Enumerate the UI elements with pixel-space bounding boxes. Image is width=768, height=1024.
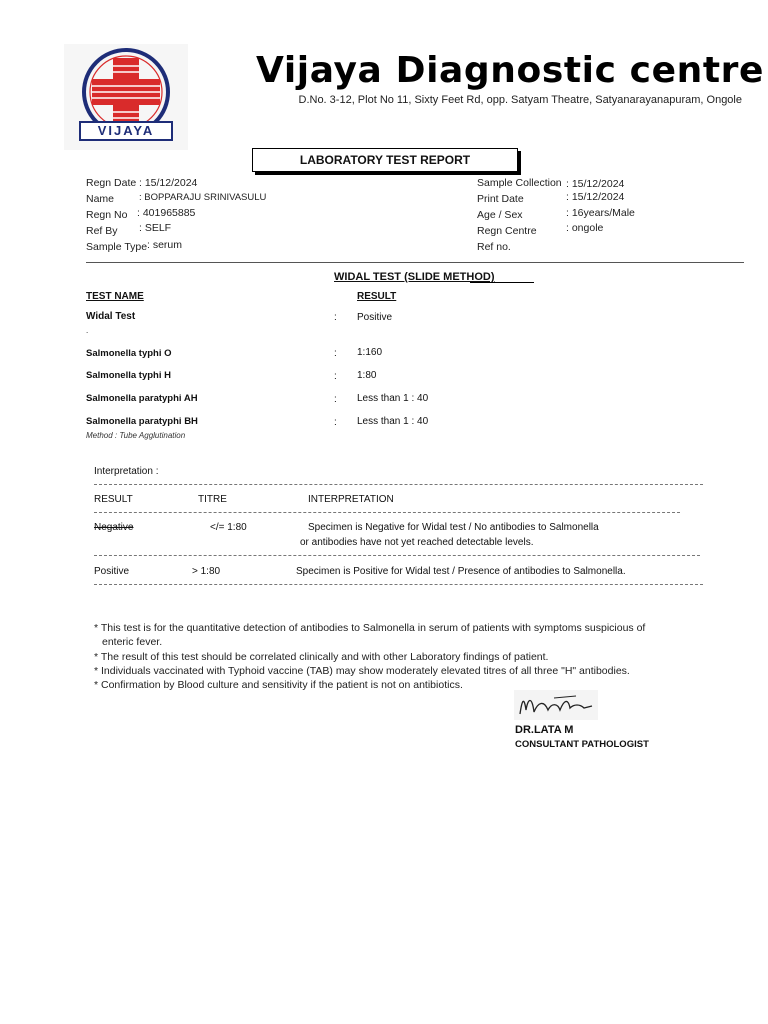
- test-result: Less than 1 : 40: [357, 416, 429, 427]
- logo-text: VIJAYA: [97, 123, 155, 138]
- interpretation-label: Interpretation :: [94, 466, 159, 477]
- regn-date-value: : 15/12/2024: [139, 177, 198, 189]
- negative-interpretation-line1: Specimen is Negative for Widal test / No antibodies to Salmonella: [308, 522, 599, 533]
- test-name: Salmonella paratyphi AH: [86, 393, 198, 404]
- regn-no-label: Regn No: [86, 209, 128, 221]
- test-sep: :: [334, 417, 337, 428]
- regn-date-label: Regn Date: [86, 177, 137, 189]
- test-sep: :: [334, 312, 337, 323]
- stray-dot: .: [86, 326, 89, 335]
- signature-image: [514, 690, 598, 720]
- test-name: Salmonella typhi H: [86, 370, 171, 381]
- note-line: * Confirmation by Blood culture and sensitivity if the patient is not on antibiotics.: [94, 679, 463, 691]
- sample-type-value: : serum: [147, 239, 183, 251]
- note-line: * Individuals vaccinated with Typhoid vaccine (TAB) may show moderately elevated titres of all three "H" antibodies.: [94, 665, 630, 677]
- age-sex-value: : 16years/Male: [566, 207, 635, 219]
- test-sep: :: [334, 394, 337, 405]
- note-line: enteric fever.: [102, 636, 163, 648]
- note-line: * This test is for the quantitative detection of antibodies to Salmonella in serum of patients with symptoms suspicious of: [94, 622, 646, 634]
- section-title-underline: [470, 282, 534, 283]
- regn-no-value: : 401965885: [137, 207, 196, 219]
- print-date-label: Print Date: [477, 193, 524, 205]
- dashed-divider: [94, 555, 700, 556]
- col-test-name: TEST NAME: [86, 291, 144, 302]
- positive-result: Positive: [94, 566, 130, 577]
- section-title: WIDAL TEST (SLIDE METHOD): [334, 271, 495, 283]
- ref-by-value: : SELF: [139, 222, 172, 234]
- signature-icon: [514, 690, 598, 720]
- test-name: Widal Test: [86, 311, 136, 322]
- col-result: RESULT: [357, 291, 397, 302]
- test-result: 1:160: [357, 347, 383, 358]
- doctor-designation: CONSULTANT PATHOLOGIST: [515, 739, 649, 750]
- note-line: * The result of this test should be correlated clinically and with other Laboratory findings of patient.: [94, 651, 549, 663]
- test-name: Salmonella paratyphi BH: [86, 416, 198, 427]
- test-sep: :: [334, 348, 337, 359]
- dashed-divider: [94, 512, 680, 513]
- sample-collection-value: : 15/12/2024: [566, 178, 625, 190]
- clinic-address: D.No. 3-12, Plot No 11, Sixty Feet Rd, opp. Satyam Theatre, Satyanarayanapuram, Ongole: [298, 94, 742, 106]
- interp-col-interpretation: INTERPRETATION: [308, 494, 394, 505]
- regn-centre-label: Regn Centre: [477, 225, 537, 237]
- ref-by-label: Ref By: [86, 225, 118, 237]
- name-value: : BOPPARAJU SRINIVASULU: [139, 192, 267, 203]
- dashed-divider: [94, 584, 703, 585]
- regn-centre-value: : ongole: [566, 222, 604, 234]
- header-divider: [86, 262, 744, 263]
- negative-titre: </= 1:80: [210, 522, 247, 533]
- test-result: Positive: [357, 312, 393, 323]
- negative-interpretation-line2: or antibodies have not yet reached detectable levels.: [300, 537, 534, 548]
- ref-no-label: Ref no.: [477, 241, 511, 253]
- age-sex-label: Age / Sex: [477, 209, 523, 221]
- method-note: Method : Tube Agglutination: [86, 431, 186, 440]
- clinic-logo: [64, 44, 188, 150]
- clinic-name: Vijaya Diagnostic centre: [256, 50, 765, 91]
- negative-result: Negative: [94, 522, 134, 533]
- sample-type-label: Sample Type: [86, 241, 148, 253]
- interp-col-result: RESULT: [94, 494, 133, 505]
- dashed-divider: [94, 484, 703, 485]
- doctor-name: DR.LATA M: [515, 724, 574, 736]
- positive-titre: > 1:80: [192, 566, 221, 577]
- name-label: Name: [86, 193, 115, 205]
- test-sep: :: [334, 371, 337, 382]
- report-title: LABORATORY TEST REPORT: [252, 148, 518, 172]
- interp-col-titre: TITRE: [198, 494, 227, 505]
- test-result: 1:80: [357, 370, 377, 381]
- sample-collection-label: Sample Collection: [477, 177, 562, 189]
- test-result: Less than 1 : 40: [357, 393, 429, 404]
- positive-interpretation: Specimen is Positive for Widal test / Presence of antibodies to Salmonella.: [296, 566, 626, 577]
- test-name: Salmonella typhi O: [86, 348, 172, 359]
- print-date-value: : 15/12/2024: [566, 191, 625, 203]
